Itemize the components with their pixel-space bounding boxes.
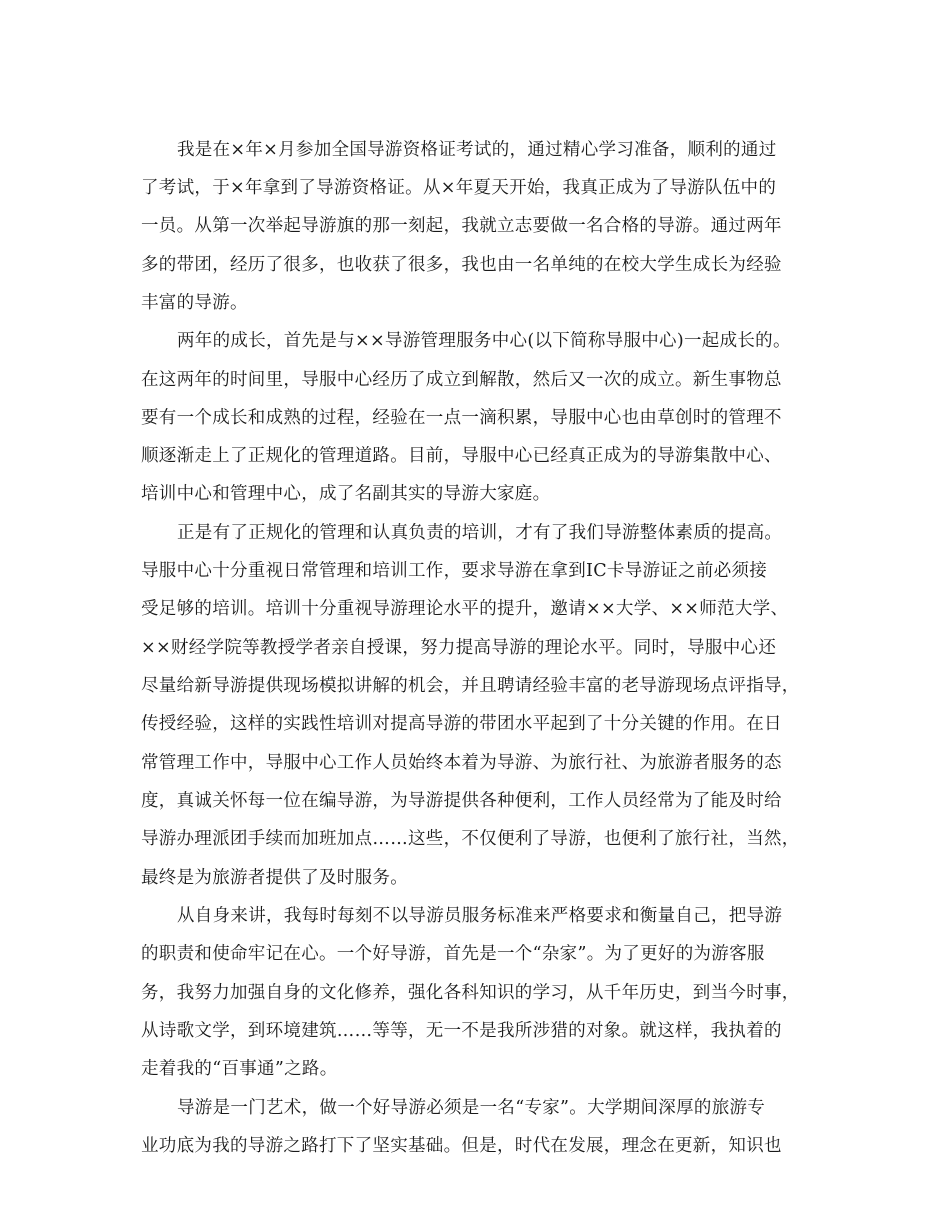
text-line: 传授经验，这样的实践性培训对提高导游的带团水平起到了十分关键的作用。在日 [141,714,782,734]
text-line: ××财经学院等教授学者亲自授课，努力提高导游的理论水平。同时，导服中心还 [141,638,777,658]
text-line: 最终是为旅游者提供了及时服务。 [141,868,408,888]
text-line: 丰富的导游。 [141,293,248,313]
text-line: 顺逐渐走上了正规化的管理道路。目前，导服中心已经真正成为的导游集散中心、 [141,446,782,466]
text-line: 务，我努力加强自身的文化修养，强化各科知识的学习，从千年历史，到当今时事， [141,983,800,1003]
text-line: 尽量给新导游提供现场模拟讲解的机会，并且聘请经验丰富的老导游现场点评指导， [141,676,800,696]
text-line: 导游是一门艺术，做一个好导游必须是一名“专家”。大学期间深厚的旅游专 [177,1098,766,1118]
text-line: 多的带团，经历了很多，也收获了很多，我也由一名单纯的在校大学生成长为经验 [141,255,782,275]
text-line: 正是有了正规化的管理和认真负责的培训，才有了我们导游整体素质的提高。 [177,523,783,543]
text-line: 导服中心十分重视日常管理和培训工作，要求导游在拿到IC卡导游证之前必须接 [141,561,768,581]
text-line: 导游办理派团手续而加班加点……这些，不仅便利了导游，也便利了旅行社，当然， [141,829,800,849]
text-line: 要有一个成长和成熟的过程，经验在一点一滴积累，导服中心也由草创时的管理不 [141,408,782,428]
text-line: 常管理工作中，导服中心工作人员始终本着为导游、为旅行社、为旅游者服务的态 [141,753,782,773]
text-line: 我是在×年×月参加全国导游资格证考试的，通过精心学习准备，顺利的通过 [177,140,777,160]
text-line: 从诗歌文学，到环境建筑……等等，无一不是我所涉猎的对象。就这样，我执着的 [141,1021,782,1041]
text-line: 两年的成长，首先是与××导游管理服务中心(以下简称导服中心)一起成长的。 [177,331,791,351]
text-line: 受足够的培训。培训十分重视导游理论水平的提升，邀请××大学、××师范大学、 [141,599,789,619]
text-line: 的职责和使命牢记在心。一个好导游，首先是一个“杂家”。为了更好的为游客服 [141,944,765,964]
text-line: 度，真诚关怀每一位在编导游，为导游提供各种便利，工作人员经常为了能及时给 [141,791,782,811]
text-line: 培训中心和管理中心，成了名副其实的导游大家庭。 [141,484,551,504]
text-line: 业功底为我的导游之路打下了坚实基础。但是，时代在发展，理念在更新，知识也 [141,1136,782,1156]
text-line: 走着我的“百事通”之路。 [141,1059,338,1079]
text-line: 在这两年的时间里，导服中心经历了成立到解散，然后又一次的成立。新生事物总 [141,370,782,390]
text-line: 从自身来讲，我每时每刻不以导游员服务标准来严格要求和衡量自己，把导游 [177,906,783,926]
text-line: 了考试，于×年拿到了导游资格证。从×年夏天开始，我真正成为了导游队伍中的 [141,178,777,198]
text-line: 一员。从第一次举起导游旗的那一刻起，我就立志要做一名合格的导游。通过两年 [141,216,782,236]
